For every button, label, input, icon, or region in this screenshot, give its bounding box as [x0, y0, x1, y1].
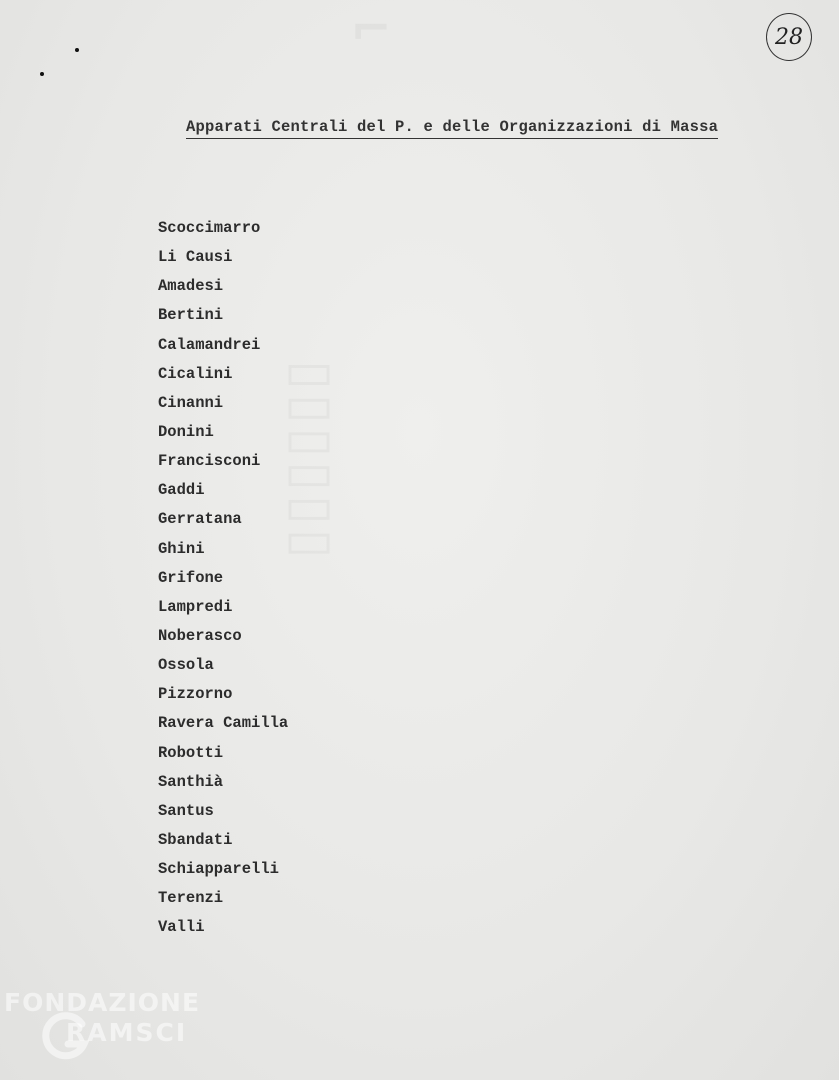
name-list-item: Schiapparelli	[158, 860, 279, 879]
name-list-item: Li Causi	[158, 248, 233, 267]
name-list-item: Scoccimarro	[158, 219, 261, 237]
archive-stamp	[282, 360, 345, 562]
name-list-item: Amadesi	[158, 277, 224, 296]
document-title: Apparati Centrali del P. e delle Organizzazioni di Massa	[186, 118, 718, 139]
name-list-item: Donini	[158, 422, 214, 441]
name-list-item: Gerratana	[158, 510, 242, 529]
name-list-item: Santus	[158, 801, 214, 820]
logo-text-line1: FONDAZIONE	[4, 988, 201, 1017]
name-list-item: Pizzorno	[158, 685, 233, 704]
name-list-item: Bertini	[158, 306, 224, 325]
archive-stamp-top	[350, 0, 410, 80]
name-list-item: Lampredi	[158, 597, 233, 616]
name-list-item: Ravera Camilla	[158, 714, 289, 733]
fondazione-gramsci-logo	[4, 988, 214, 1068]
page-number: 28	[766, 13, 812, 61]
name-list-item: Ossola	[158, 656, 214, 675]
names-list	[158, 216, 288, 945]
name-list-item: Terenzi	[158, 889, 224, 908]
name-list-item: Gaddi	[158, 481, 205, 500]
name-list-item: Sbandati	[158, 830, 233, 849]
logo-text-line2: RAMSCI	[66, 1018, 188, 1047]
name-list-item: Ghini	[158, 539, 205, 558]
name-list-item: Cicalini	[158, 364, 233, 383]
name-list-item: Valli	[158, 918, 205, 937]
name-list-item: Noberasco	[158, 626, 242, 645]
ink-dot	[40, 72, 44, 76]
name-list-item: Robotti	[158, 743, 224, 762]
name-list-item: Francisconi	[158, 452, 261, 471]
name-list-item: Grifone	[158, 568, 224, 587]
name-list-item: Santhià	[158, 772, 224, 791]
ink-dot	[75, 48, 79, 52]
name-list-item: Cinanni	[158, 393, 224, 412]
name-list-item: Calamandrei	[158, 335, 261, 354]
